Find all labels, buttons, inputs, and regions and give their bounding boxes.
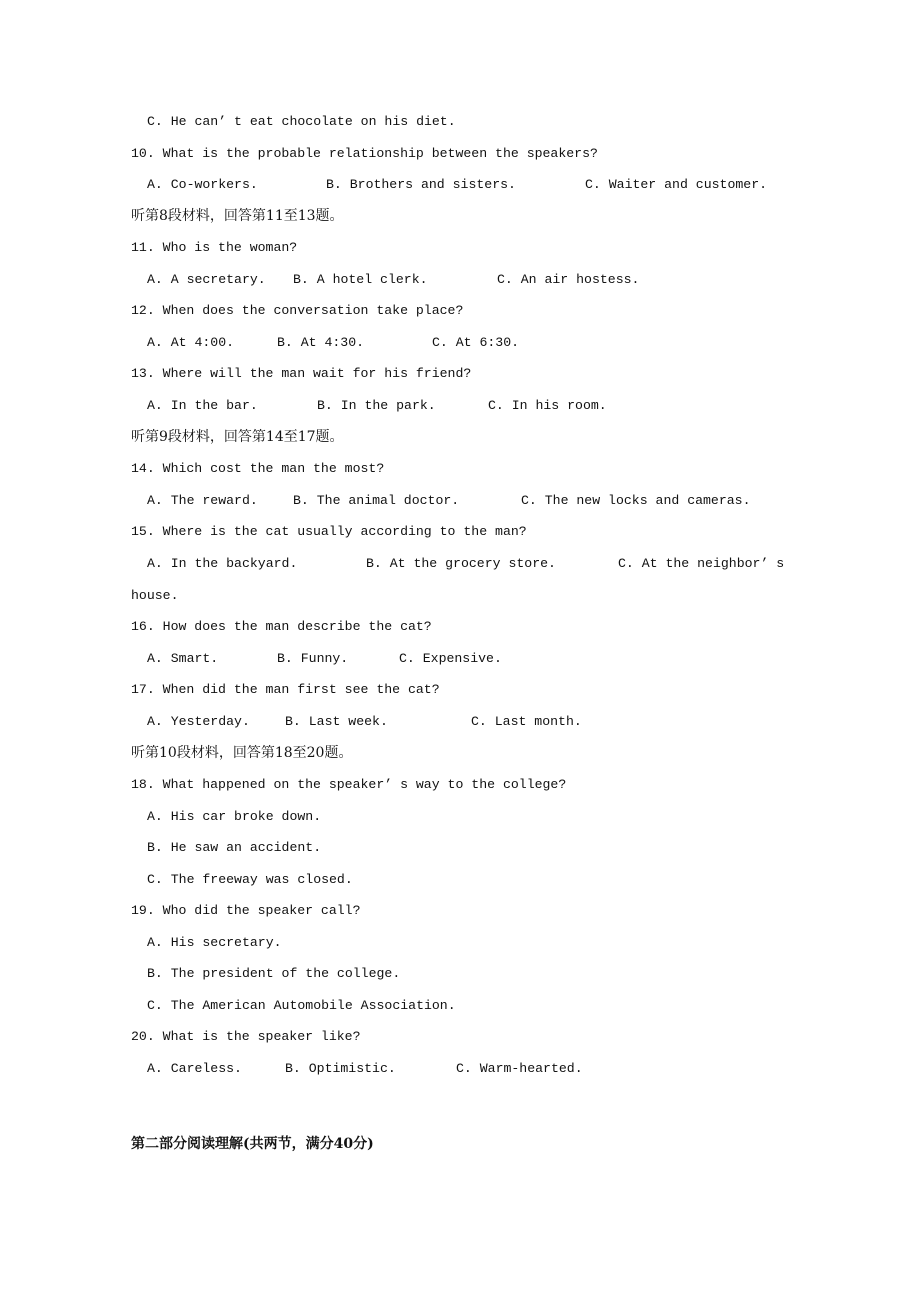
q19-option-a: A. His secretary. xyxy=(147,935,282,950)
section-9-instruction: 听第9段材料，回答第14至17题。 xyxy=(131,429,344,445)
q16-option-c: C. Expensive. xyxy=(399,651,502,666)
q11-option-c: C. An air hostess. xyxy=(497,272,640,287)
q11-question: 11. Who is the woman? xyxy=(131,240,298,255)
q16-option-a: A. Smart. xyxy=(147,651,219,666)
q15-option-a: A. In the backyard. xyxy=(147,556,298,571)
q19-question: 19. Who did the speaker call? xyxy=(131,903,361,918)
part-2-heading: 第二部分阅读理解(共两节，满分40分) xyxy=(131,1136,374,1152)
q14-option-a: A. The reward. xyxy=(147,493,258,508)
q18-option-b: B. He saw an accident. xyxy=(147,840,322,855)
q15-question: 15. Where is the cat usually according to the man? xyxy=(131,524,527,539)
q17-option-a: A. Yesterday. xyxy=(147,714,250,729)
q9-option-c: C. He can’ t eat chocolate on his diet. xyxy=(147,114,456,129)
q17-question: 17. When did the man first see the cat? xyxy=(131,682,440,697)
q16-question: 16. How does the man describe the cat? xyxy=(131,619,432,634)
q15-option-c: C. At the neighbor’ s xyxy=(618,556,785,571)
q17-option-c: C. Last month. xyxy=(471,714,582,729)
q14-question: 14. Which cost the man the most? xyxy=(131,461,385,476)
q15-option-b: B. At the grocery store. xyxy=(366,556,556,571)
q11-option-a: A. A secretary. xyxy=(147,272,266,287)
q13-option-b: B. In the park. xyxy=(317,398,436,413)
q20-option-b: B. Optimistic. xyxy=(285,1061,396,1076)
q20-option-c: C. Warm-hearted. xyxy=(456,1061,583,1076)
q12-option-a: A. At 4:00. xyxy=(147,335,235,350)
q13-question: 13. Where will the man wait for his friend? xyxy=(131,366,472,381)
q10-question: 10. What is the probable relationship between the speakers? xyxy=(131,146,598,161)
q10-option-c: C. Waiter and customer. xyxy=(585,177,768,192)
q18-option-c: C. The freeway was closed. xyxy=(147,872,353,887)
q11-option-b: B. A hotel clerk. xyxy=(293,272,428,287)
q17-option-b: B. Last week. xyxy=(285,714,388,729)
q20-question: 20. What is the speaker like? xyxy=(131,1029,361,1044)
q14-option-b: B. The animal doctor. xyxy=(293,493,460,508)
section-8-instruction: 听第8段材料，回答第11至13题。 xyxy=(131,208,344,224)
q18-option-a: A. His car broke down. xyxy=(147,809,322,824)
q15-option-c-continued: house. xyxy=(131,588,179,603)
section-10-instruction: 听第10段材料，回答第18至20题。 xyxy=(131,745,353,761)
q18-question: 18. What happened on the speaker’ s way to the college? xyxy=(131,777,567,792)
q13-option-a: A. In the bar. xyxy=(147,398,258,413)
q10-option-b: B. Brothers and sisters. xyxy=(326,177,516,192)
q20-option-a: A. Careless. xyxy=(147,1061,242,1076)
q13-option-c: C. In his room. xyxy=(488,398,607,413)
q12-option-c: C. At 6:30. xyxy=(432,335,520,350)
q10-option-a: A. Co-workers. xyxy=(147,177,258,192)
q14-option-c: C. The new locks and cameras. xyxy=(521,493,751,508)
q19-option-b: B. The president of the college. xyxy=(147,966,401,981)
q19-option-c: C. The American Automobile Association. xyxy=(147,998,456,1013)
q16-option-b: B. Funny. xyxy=(277,651,349,666)
q12-question: 12. When does the conversation take place? xyxy=(131,303,464,318)
q12-option-b: B. At 4:30. xyxy=(277,335,365,350)
